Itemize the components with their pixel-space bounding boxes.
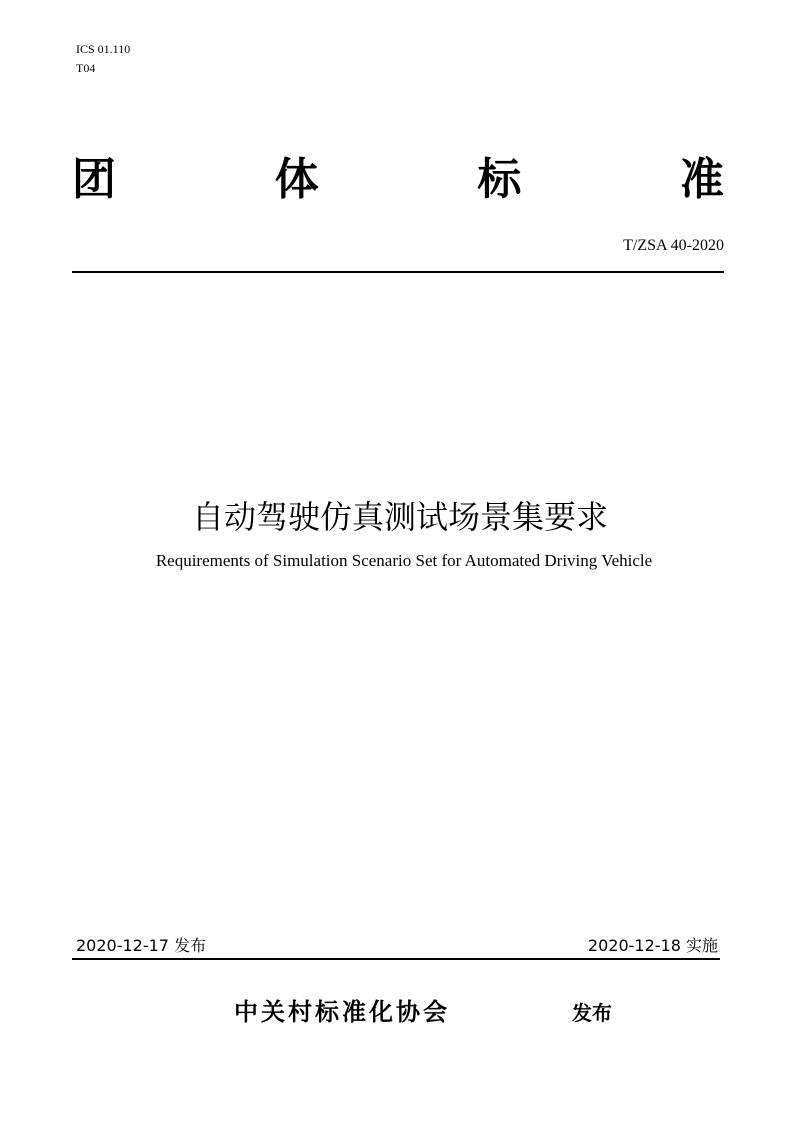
standard-type-heading <box>72 150 724 210</box>
publisher-label: 发布 <box>572 1001 612 1025</box>
implementation-date: 2020-12-18 实施 <box>587 936 718 955</box>
publish-date: 2020-12-17 发布 <box>76 936 207 955</box>
document-title-english: Requirements of Simulation Scenario Set for Automated Driving Vehicle <box>155 551 653 570</box>
standard-type-char: 标 <box>477 154 522 205</box>
publisher-name: 中关村标准化协会 <box>234 998 450 1026</box>
ics-code: ICS 01.110 <box>76 42 131 56</box>
bottom-divider <box>72 958 720 960</box>
standard-type-char: 团 <box>72 154 116 205</box>
standard-type-char: 准 <box>679 154 724 205</box>
top-divider <box>72 271 724 273</box>
classification-block <box>76 40 130 78</box>
ccs-code: T04 <box>76 61 96 75</box>
standard-type-char: 体 <box>274 154 319 205</box>
document-title-chinese: 自动驾驶仿真测试场景集要求 <box>191 498 608 536</box>
standard-number: T/ZSA 40-2020 <box>623 237 724 254</box>
